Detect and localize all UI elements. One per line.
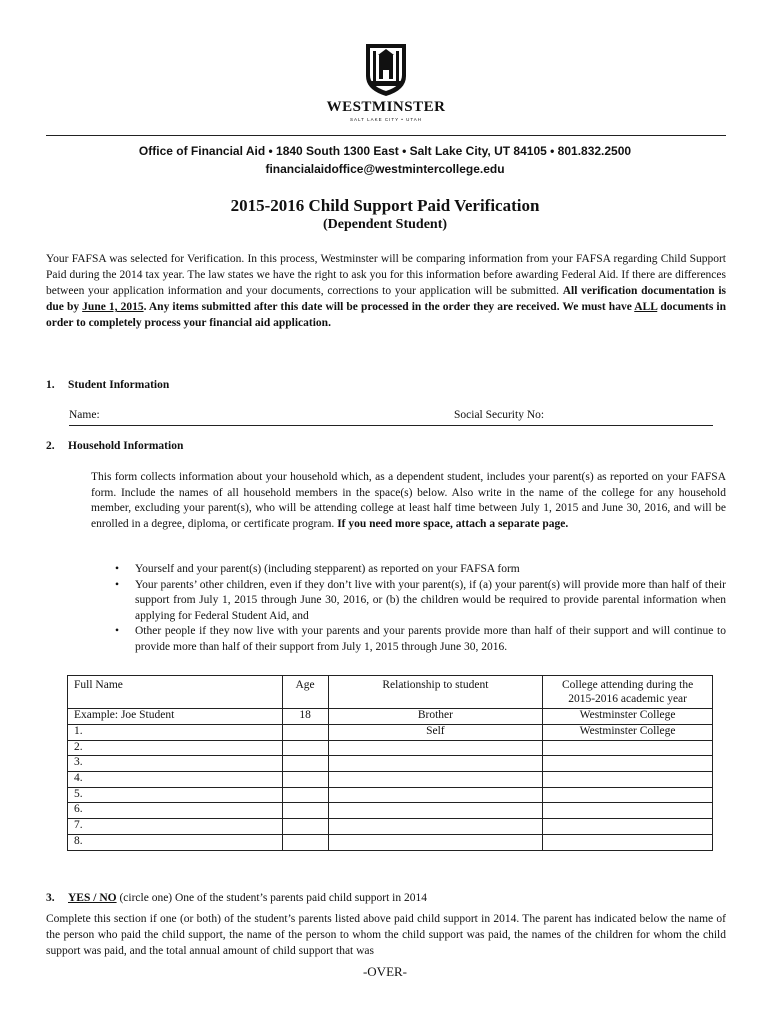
table-example-row: Example: Joe Student 18 Brother Westminster College	[68, 709, 713, 725]
household-members-list	[113, 562, 726, 656]
table-header-row	[68, 676, 713, 709]
ssn-label: Social Security No:	[454, 409, 545, 421]
table-row[interactable]: 1. Self Westminster College	[68, 725, 713, 741]
section-3-paragraph: Complete this section if one (or both) of the student’s parents listed above paid child support in 2014. The parent has indicated below the name of the person who paid the child support, the name of the person to whom the child support was paid, the names of the children for whom the child support was paid, and the total annual amount of child support that was	[46, 913, 726, 957]
header-age: Age	[282, 676, 328, 709]
intro-bold-due: All verification documentation is due by June 1, 2015. Any items submitted after this date will be processed in the order they are received. We must have ALL documents in order to completely process your financial aid application.	[46, 285, 727, 329]
student-info-line[interactable]	[69, 409, 713, 426]
list-item: • Your parents’ other children, even if they don’t live with your parent(s), if (a) your parent(s) will provide more than half of their support from July 1, 2015 through June 30, 2016, or (b) the children would be required to provide parental information when applying for Federal Student Aid, and	[115, 578, 726, 622]
household-bold-note: If you need more space, attach a separate page.	[337, 517, 569, 530]
intro-paragraph	[46, 251, 726, 331]
table-row[interactable]: 8.	[68, 834, 713, 850]
office-address: Office of Financial Aid • 1840 South 1300 East • Salt Lake City, UT 84105 • 801.832.2500	[138, 144, 632, 158]
logo-location: SALT LAKE CITY • UTAH	[349, 117, 422, 122]
table-row[interactable]: 5.	[68, 787, 713, 803]
office-contact-block	[0, 142, 770, 178]
college-crest-icon	[361, 42, 411, 98]
household-paragraph: This form collects information about your household which, as a dependent student, includes your parent(s) as reported on your FAFSA form. Include the names of all household members in the space(s) below. Also write in the name of the college for any household member, excluding your parent(s), who will be attending college at least half time between July 1, 2015 and June 30, 2016, and will be enrolled in a degree, diploma, or certificate program. If you need more space, attach a separate page.	[91, 471, 726, 530]
office-email: financialaidoffice@westmintercollege.edu	[265, 162, 505, 176]
table-row[interactable]: 7.	[68, 819, 713, 835]
table-row[interactable]: 6.	[68, 803, 713, 819]
westminster-logo	[325, 42, 447, 132]
due-date: June 1, 2015	[82, 301, 144, 313]
header-college: College attending during the 2015-2016 academic year	[543, 676, 713, 709]
all-emphasis: ALL	[634, 301, 658, 313]
intro-text: Your FAFSA was selected for Verification. In this process, Westminster will be comparing information from your FAFSA regarding Child Support Paid during the 2014 tax year. The law states we have the right to ask you for this information before awarding Federal Aid. If there are differences between your application information and your documents, corrections to your application will be submitted.	[46, 253, 726, 297]
logo-wordmark: WESTMINSTER	[326, 99, 446, 115]
header-divider	[46, 135, 726, 136]
yes-no-choice[interactable]: YES / NO	[68, 892, 117, 904]
over-indicator: -OVER-	[362, 964, 408, 979]
list-item: • Other people if they now live with your parents and your parents provide more than half of their support and will continue to provide more than half of their support from July 1, 2015 through June 30, 2016.	[115, 625, 726, 653]
section-1-heading: 1. Student Information	[46, 379, 170, 391]
header-relationship: Relationship to student	[328, 676, 543, 709]
household-table	[67, 675, 713, 851]
list-item: • Yourself and your parent(s) (including stepparent) as reported on your FAFSA form	[115, 563, 520, 575]
table-row[interactable]: 3.	[68, 756, 713, 772]
form-title: 2015-2016 Child Support Paid Verification	[230, 196, 540, 215]
table-row[interactable]: 4.	[68, 772, 713, 788]
section-3-heading: 3. YES / NO (circle one) One of the student’s parents paid child support in 2014	[46, 892, 427, 904]
table-row[interactable]: 2.	[68, 740, 713, 756]
name-label: Name:	[69, 409, 100, 421]
form-subtitle: (Dependent Student)	[322, 217, 448, 232]
header-full-name: Full Name	[68, 676, 283, 709]
section-2-heading: 2. Household Information	[46, 440, 184, 452]
